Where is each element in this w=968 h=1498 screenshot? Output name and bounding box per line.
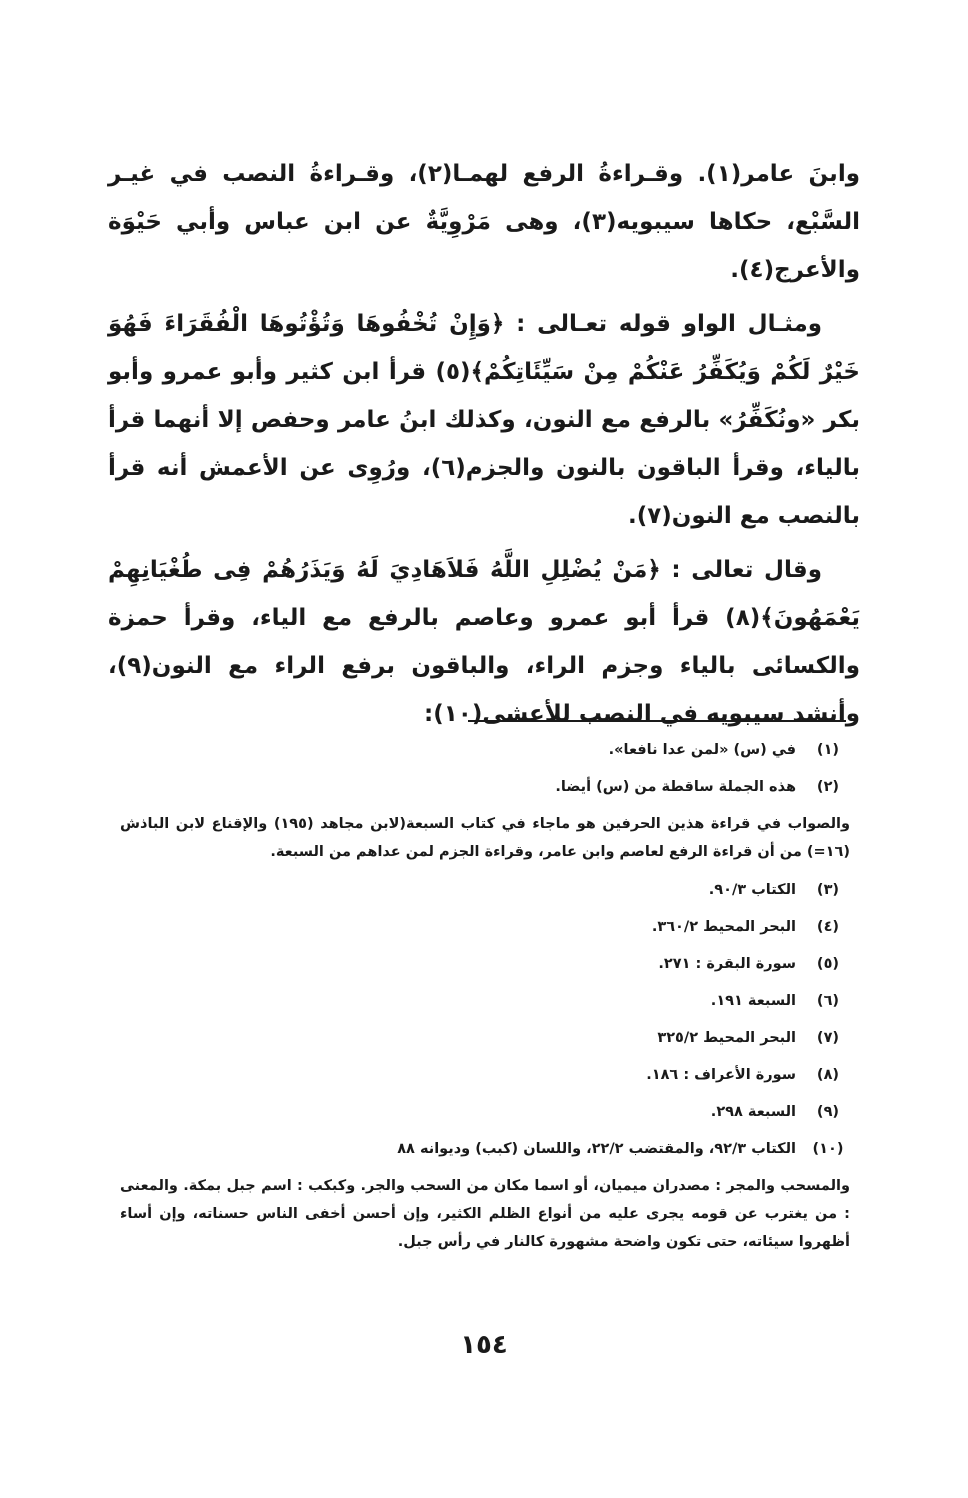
paragraph: وقال تعالى : ﴿مَنْ يُضْلِلِ اللَّهُ فَلاَهَادِيَ لَهُ وَيَذَرُهُمْ فِى طُغْيَانِهِمْ يَعْمَهُونَ﴾(٨) قرأ أبو عمرو وعاصم بالرفع مع الياء، وقرأ حمزة والكسائى بالياء وجزم الراء، والباقون برفع الراء مع النون(٩)، وأنشد سيبويه في النصب للأعشى(١٠): — [108, 557, 860, 727]
footnote — [120, 913, 850, 941]
footnote-number: (٨) — [816, 1067, 840, 1083]
footnote — [120, 1135, 850, 1163]
footnote-text: هذه الجملة ساقطة من (س) أيضا. — [555, 779, 796, 795]
footnote-number: (٤) — [816, 919, 840, 935]
footnote — [120, 773, 850, 801]
footnote-text: الكتاب ٩٠/٣. — [708, 882, 796, 898]
footnote — [120, 1098, 850, 1126]
footnote — [120, 876, 850, 904]
footnote-text: سورة الأعراف : ١٨٦. — [646, 1067, 796, 1083]
paragraph: ومثـال الواو قوله تعـالى : ﴿وَإِنْ تُخْفُوهَا وَتُؤْتُوهَا الْفُقَرَاءَ فَهُوَ خَيْرٌ لَكُمْ وَيُكَفِّرُ عَنْكُمْ مِنْ سَيِّئَاتِكُمْ﴾(٥) قرأ ابن كثير وأبو عمرو وأبو بكر «ونُكَفِّرُ» بالرفع مع النون، وكذلك ابنُ عامر وحفص إلا أنهما قرأ بالياء، وقرأ الباقون بالنون والجزم(٦)، ورُوِى عن الأعمش أنه قرأ بالنصب مع النون(٧). — [108, 311, 861, 529]
footnotes — [120, 736, 850, 1266]
footnote-text: البحر المحيط ٣٢٥/٢ — [657, 1030, 796, 1046]
footnote — [120, 1024, 850, 1052]
footnote-text: السبعة ٢٩٨. — [710, 1104, 796, 1120]
footnote-number: (٧) — [816, 1030, 840, 1046]
footnote-text: السبعة ١٩١. — [710, 993, 796, 1009]
footnote-number: (٦) — [816, 993, 840, 1009]
footnote-number: (١٠) — [812, 1141, 844, 1157]
footnote-number: (٣) — [816, 882, 840, 898]
footnote-number: (١) — [816, 742, 840, 758]
footnote — [120, 1061, 850, 1089]
footnote-text: الكتاب ٩٢/٣، والمقتضب ٢٢/٢، واللسان (كبب) وديوانه ٨٨ — [397, 1141, 796, 1157]
footnote-continuation: والمسحب والمجر : مصدران ميميان، أو اسما مكان من السحب والجر. وكبكب : اسم جبل بمكة. والمعنى : من يغترب عن قومه يجرى عليه من أنواع الظلم الكثير، وإن أحسن أخفى الناس حسناته، وإن أساء أظهروا سيئاته، حتى تكون واضحة مشهورة كالنار في رأس جبل. — [120, 1178, 850, 1250]
main-text — [108, 150, 860, 744]
footnote-number: (٩) — [816, 1104, 840, 1120]
footnote-continuation: والصواب في قراءة هذين الحرفين هو ماجاء في كتاب السبعة(لابن مجاهد (١٩٥) والإقناع لابن الباذش (١٦=) من أن قراءة الرفع لعاصم وابن عامر، وقراءة الجزم لمن عداهم من السبعة. — [120, 816, 850, 860]
footnote-separator — [468, 720, 846, 722]
footnote — [120, 987, 850, 1015]
page-number: ١٥٤ — [460, 1330, 508, 1360]
footnote-text: البحر المحيط ٣٦٠/٢. — [651, 919, 796, 935]
footnote — [120, 950, 850, 978]
paragraph: وابنَ عامر(١). وقـراءةُ الرفع لهمـا(٢)، وقـراءةُ النصب في غيـر السَّبْع، حكاها سيبويه(٣)، وهى مَرْوِيَّةٌ عن ابن عباس وأبي حَيْوَة والأعرج(٤). — [108, 161, 860, 283]
footnote-number: (٥) — [816, 956, 840, 972]
footnote-text: في (س) «لمن عدا نافعا». — [608, 742, 796, 758]
footnote-text: سورة البقرة : ٢٧١. — [658, 956, 796, 972]
footnote-number: (٢) — [816, 779, 840, 795]
footnote — [120, 736, 850, 764]
